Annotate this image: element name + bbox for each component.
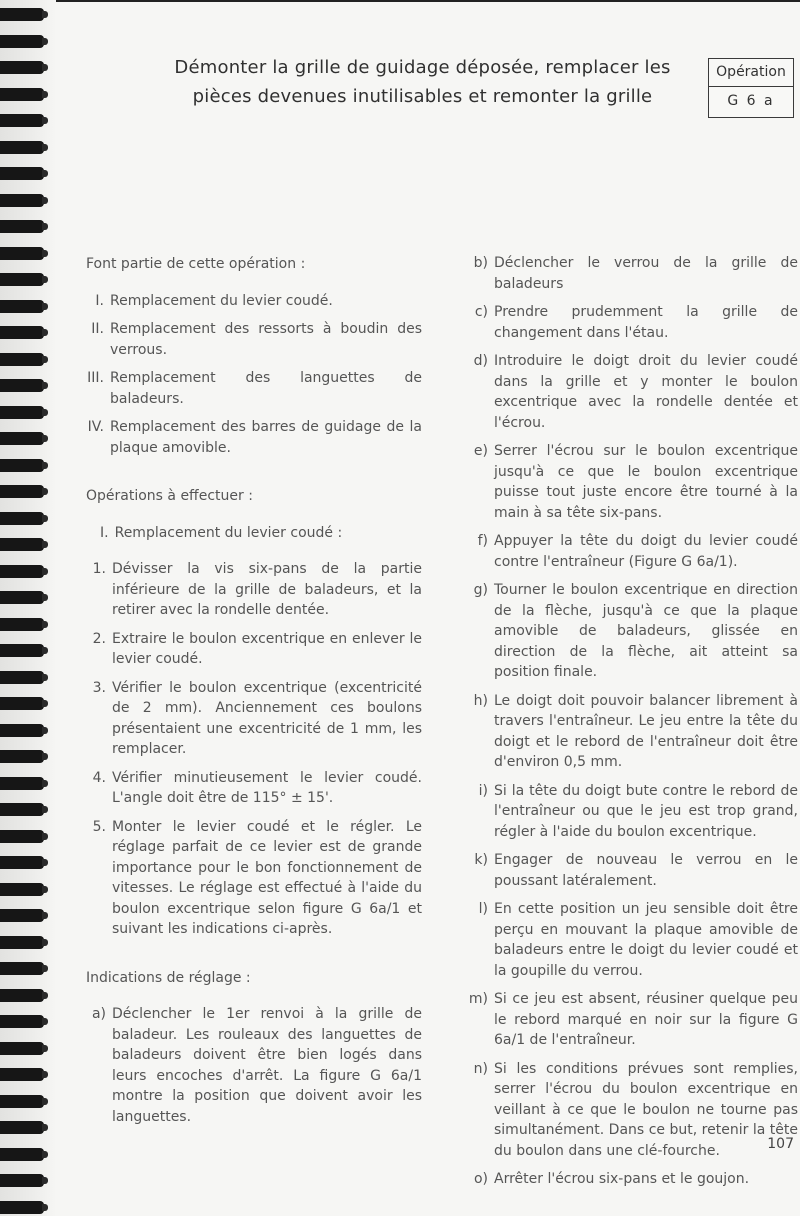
list-item [464, 441, 798, 523]
item-label: l) [478, 901, 488, 917]
list-item [86, 319, 422, 360]
section-heading-parts: Font partie de cette opération : [86, 256, 306, 272]
item-text: Extraire le boulon excentrique en enlever le levier coudé. [112, 630, 422, 667]
binding-ring [0, 300, 44, 313]
item-label: k) [474, 852, 488, 868]
binding-ring [0, 1201, 44, 1214]
item-text: Appuyer la tête du doigt du levier coudé contre l'entraîneur (Figure G 6a/1). [494, 533, 798, 570]
list-item [464, 351, 798, 433]
binding-ring [0, 247, 44, 260]
item-text: Remplacement des ressorts à boudin des verrous. [110, 321, 422, 358]
list-item [464, 899, 798, 981]
binding-ring [0, 353, 44, 366]
page-number: 107 [767, 1136, 794, 1152]
operation-label: Opération [709, 59, 793, 87]
binding-ring [0, 1174, 44, 1187]
binding-ring [0, 35, 44, 48]
item-text: Déclencher le 1er renvoi à la grille de baladeur. Les rouleaux des languettes de baladeurs doivent être bien logés dans leurs encoches d'arrêt. La figure G 6a/1 montre la position que doivent avoir les languettes. [112, 1006, 422, 1125]
list-item [86, 368, 422, 409]
binding-ring [0, 141, 44, 154]
item-text: Vérifier minutieusement le levier coudé. L'angle doit être de 115° ± 15'. [112, 769, 422, 806]
spiral-binding [0, 0, 56, 1216]
binding-ring [0, 777, 44, 790]
binding-ring [0, 618, 44, 631]
list-item [464, 781, 798, 843]
item-label: 3. [92, 679, 106, 696]
list-item [464, 850, 798, 891]
title-line-1: Démonter la grille de guidage déposée, remplacer les [174, 57, 671, 78]
list-item [86, 291, 422, 312]
item-text: Introduire le doigt droit du levier coudé dans la grille et y monter le boulon excentrique avec la rondelle dentée et l'écrou. [494, 353, 798, 431]
binding-ring [0, 830, 44, 843]
item-label: e) [473, 443, 488, 459]
page-title [150, 53, 695, 111]
item-text: Vérifier le boulon excentrique (excentricité de 2 mm). Anciennement ces boulons présentaient une excentricité de 1 mm, les remplacer. [112, 679, 422, 757]
parts-list [86, 291, 422, 459]
section-heading-adjustment: Indications de réglage : [86, 969, 251, 986]
item-text: Si ce jeu est absent, réusiner quelque peu le rebord marqué en noir sur la figure G 6a/1 de l'entraîneur. [494, 991, 798, 1048]
item-text: Tourner le boulon excentrique en direction de la flèche, jusqu'à ce que la plaque amovible de baladeurs, glissée en direction de la flèche, ait atteint sa position finale. [494, 582, 798, 680]
item-label: o) [473, 1171, 488, 1187]
binding-ring [0, 379, 44, 392]
list-item [86, 629, 422, 670]
binding-ring [0, 432, 44, 445]
binding-ring [0, 936, 44, 949]
item-label: 4. [92, 769, 106, 786]
subsection-heading [100, 523, 422, 544]
item-text: Serrer l'écrou sur le boulon excentrique jusqu'à ce que le boulon excentrique puisse tout juste encore être tourné à la main à sa tête six-pans. [494, 443, 798, 521]
binding-ring [0, 565, 44, 578]
item-label: i) [478, 782, 488, 799]
operations-list [86, 559, 422, 940]
binding-ring [0, 1095, 44, 1108]
binding-ring [0, 883, 44, 896]
item-label: c) [474, 304, 488, 320]
binding-ring [0, 406, 44, 419]
binding-ring [0, 803, 44, 816]
page-top-edge [0, 0, 800, 2]
binding-ring [0, 644, 44, 657]
subsection-label: I. [100, 524, 109, 541]
operation-code: G 6 a [727, 93, 775, 109]
item-text: Prendre prudemment la grille de changement dans l'étau. [494, 304, 798, 341]
item-label: a) [91, 1006, 106, 1022]
binding-ring [0, 962, 44, 975]
item-label: III. [87, 370, 104, 386]
binding-ring [0, 1015, 44, 1028]
binding-ring [0, 1042, 44, 1055]
list-item [464, 302, 798, 343]
item-label: 1. [92, 561, 106, 577]
adjustment-list [86, 1004, 422, 1127]
item-text: Remplacement des languettes de baladeurs. [110, 370, 422, 407]
item-text: Arrêter l'écrou six-pans et le goujon. [494, 1171, 750, 1187]
binding-ring [0, 220, 44, 233]
item-label: m) [468, 991, 488, 1007]
item-label: g) [473, 582, 488, 598]
list-item [86, 768, 422, 809]
binding-ring [0, 671, 44, 684]
item-text: Le doigt doit pouvoir balancer librement à travers l'entraîneur. Le jeu entre la tête du doigt et le rebord de l'entraîneur doit être d'environ 0,5 mm. [494, 692, 798, 770]
binding-ring [0, 591, 44, 604]
binding-ring [0, 909, 44, 922]
item-text: Remplacement du levier coudé. [110, 292, 333, 309]
item-text: Remplacement des barres de guidage de la plaque amovible. [110, 419, 422, 456]
list-item [86, 417, 422, 458]
item-text: En cette position un jeu sensible doit être perçu en mouvant la plaque amovible de baladeurs entre le doigt du levier coudé et la goupille du verrou. [494, 901, 798, 979]
binding-ring [0, 1068, 44, 1081]
list-item [86, 559, 422, 621]
item-text: Dévisser la vis six-pans de la partie inférieure de la grille de baladeurs, et la retirer avec la rondelle dentée. [112, 561, 422, 618]
title-line-2: pièces devenues inutilisables et remonter la grille [192, 86, 653, 107]
item-label: d) [473, 353, 488, 369]
right-column [464, 253, 798, 1198]
list-item [86, 678, 422, 760]
list-item [464, 1059, 798, 1162]
binding-ring [0, 1121, 44, 1134]
left-column [86, 254, 422, 1135]
item-label: n) [473, 1060, 488, 1077]
list-item [464, 580, 798, 683]
list-item [464, 989, 798, 1051]
binding-ring [0, 167, 44, 180]
item-text: Si les conditions prévues sont remplies, serrer l'écrou du boulon excentrique en veillant à ce que le boulon ne tourne pas simultanément. Dans ce but, retenir la tête du boulon dans une clé-fourche. [494, 1060, 798, 1159]
list-item [464, 691, 798, 773]
item-label: h) [473, 692, 488, 709]
binding-ring [0, 194, 44, 207]
item-label: b) [473, 255, 488, 271]
binding-ring [0, 114, 44, 127]
operation-box [708, 58, 794, 118]
binding-ring [0, 273, 44, 286]
item-text: Déclencher le verrou de la grille de baladeurs [494, 255, 798, 292]
item-text: Si la tête du doigt bute contre le rebord de l'entraîneur ou que le jeu est trop grand, régler à l'aide du boulon excentrique. [494, 782, 798, 840]
binding-ring [0, 750, 44, 763]
list-item [86, 1004, 422, 1127]
binding-ring [0, 61, 44, 74]
item-label: 5. [92, 818, 106, 835]
binding-ring [0, 856, 44, 869]
binding-ring [0, 88, 44, 101]
list-item [464, 531, 798, 572]
subsection-text: Remplacement du levier coudé : [114, 524, 343, 541]
section-heading-operations: Opérations à effectuer : [86, 488, 253, 504]
item-text: Engager de nouveau le verrou en le poussant latéralement. [494, 852, 798, 889]
binding-ring [0, 724, 44, 737]
list-item [464, 1169, 798, 1190]
list-item [86, 817, 422, 940]
item-label: IV. [87, 419, 104, 435]
binding-ring [0, 326, 44, 339]
item-label: f) [477, 533, 488, 549]
list-item [464, 253, 798, 294]
binding-ring [0, 697, 44, 710]
binding-ring [0, 538, 44, 551]
item-label: I. [95, 292, 104, 309]
item-label: II. [91, 321, 104, 337]
binding-ring [0, 1148, 44, 1161]
item-text: Monter le levier coudé et le régler. Le réglage parfait de ce levier est de grande importance pour le bon fonctionnement de vitesses. Le réglage est effectué à l'aide du boulon excentrique selon figure G 6a/1 et suivant les indications ci-après. [112, 818, 422, 937]
binding-ring [0, 485, 44, 498]
item-label: 2. [92, 630, 106, 647]
binding-ring [0, 459, 44, 472]
binding-ring [0, 512, 44, 525]
binding-ring [0, 989, 44, 1002]
binding-ring [0, 8, 44, 21]
